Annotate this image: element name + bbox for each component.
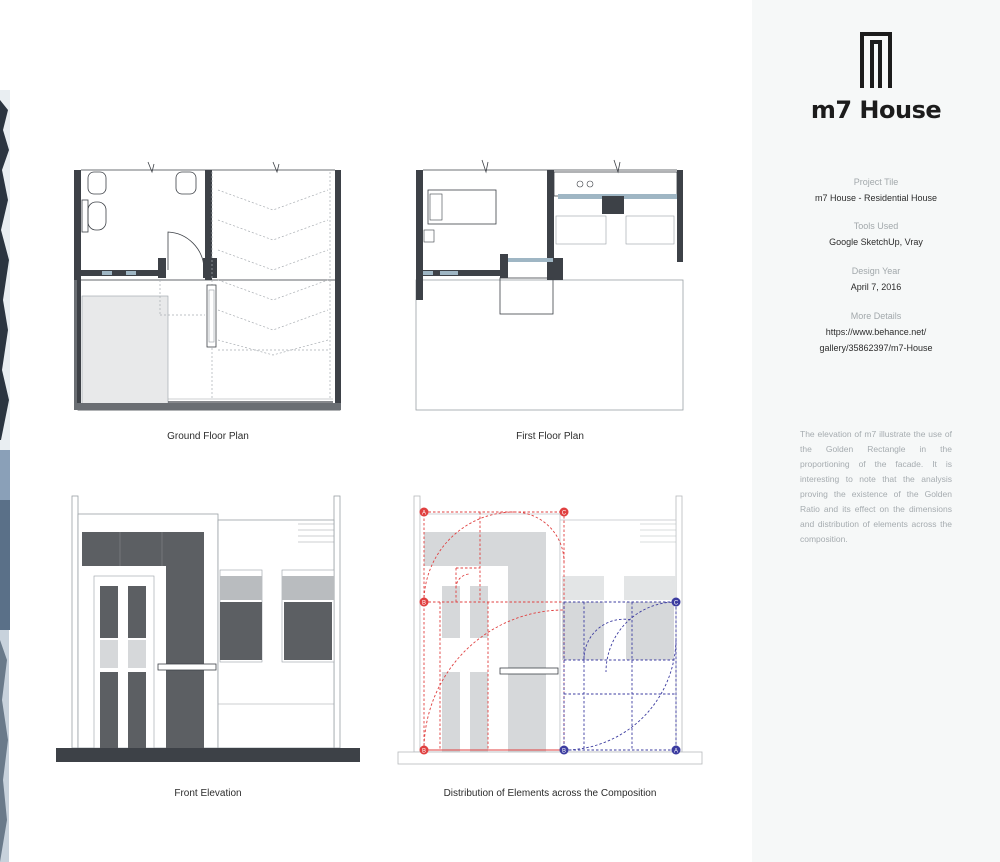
project-title-block	[752, 176, 1000, 206]
details-link-line2[interactable]: gallery/35862397/m7-House	[819, 343, 933, 353]
front-elevation-caption: Front Elevation	[174, 788, 242, 799]
ground-floor-plan	[68, 150, 348, 415]
project-title-label: Project Tile	[853, 177, 899, 187]
tools-block	[752, 220, 1000, 250]
front-elevation	[54, 490, 364, 770]
first-floor-caption: First Floor Plan	[516, 431, 584, 442]
info-sidebar	[752, 0, 1000, 862]
tools-value: Google SketchUp, Vray	[829, 237, 923, 247]
details-label: More Details	[850, 311, 902, 321]
edge-photo-strip	[0, 0, 14, 862]
tools-label: Tools Used	[853, 221, 899, 231]
first-floor-plan	[410, 150, 690, 415]
distribution-caption: Distribution of Elements across the Composition	[443, 788, 657, 799]
brand-title: m7 House	[810, 96, 942, 124]
marker-blue-c: C	[673, 600, 679, 607]
project-description: The elevation of m7 illustrate the use of the Golden Rectangle in the proportioning of the facade. It is interesting to note that the analysis proving the existence of the Golden Ratio and its effect on the dimensions and distribution of elements across the composition.	[800, 429, 952, 544]
marker-red-b2: B	[421, 748, 427, 755]
golden-ratio-analysis	[396, 490, 706, 770]
ground-floor-caption: Ground Floor Plan	[167, 431, 249, 442]
year-block	[752, 265, 1000, 295]
year-label: Design Year	[851, 266, 901, 276]
marker-blue-a: A	[673, 748, 679, 755]
marker-red-a: A	[421, 510, 427, 517]
m7-logo-icon	[752, 30, 1000, 95]
marker-red-b: B	[421, 600, 427, 607]
marker-red-c: C	[561, 510, 567, 517]
marker-blue-b: B	[561, 748, 567, 755]
project-title-value: m7 House - Residential House	[814, 193, 938, 203]
year-value: April 7, 2016	[850, 282, 902, 292]
details-link-line1[interactable]: https://www.behance.net/	[825, 327, 927, 337]
details-block	[752, 310, 1000, 356]
